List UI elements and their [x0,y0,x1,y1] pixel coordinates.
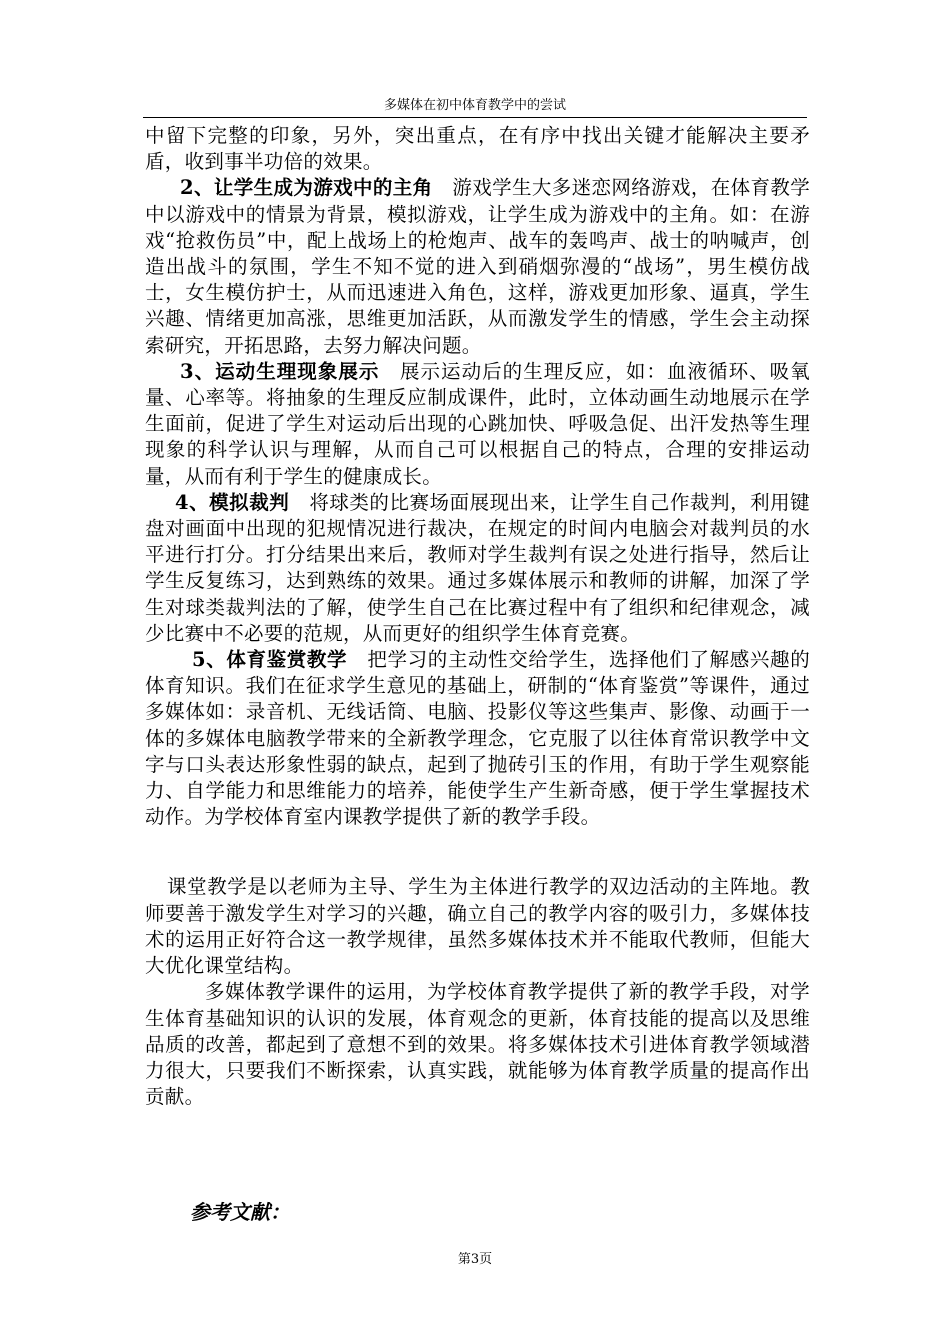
paragraph-section-2 [145,175,810,358]
paragraph-text: 多媒体教学课件的运用，为学校体育教学提供了新的教学手段，对学生体育基础知识的认识的发展，体育观念的更新，体育技能的提高以及思维品质的改善，都起到了意想不到的效果。将多媒体技术引进体育教学领域潜力很大，只要我们不断探索，认真实践，就能够为体育教学质量的提高作出贡献。 [145,980,810,1109]
references-heading: 参考文献： [190,1200,290,1224]
section-heading: 5、体育鉴赏教学 [192,648,348,672]
paragraph-text: 把学习的主动性交给学生，选择他们了解感兴趣的体育知识。我们在征求学生意见的基础上，研制的“体育鉴赏”等课件，通过多媒体如：录音机、无线话筒、电脑、投影仪等这些集声、影像、动画于一体的多媒体电脑教学带来的全新教学理念，它克服了以往体育常识教学中文字与口头表达形象性弱的缺点，起到了抛砖引玉的作用，有助于学生观察能力、自学能力和思维能力的培养，能使学生产生新奇感，便于学生掌握技术动作。为学校体育室内课教学提供了新的教学手段。 [145,648,810,829]
paragraph-text: 游戏学生大多迷恋网络游戏，在体育教学中以游戏中的情景为背景，模拟游戏，让学生成为游戏中的主角。如：在游戏“抢救伤员”中，配上战场上的枪炮声、战车的轰鸣声、战士的呐喊声，创造出战斗的氛围，学生不知不觉的进入到硝烟弥漫的“战场”，男生模仿战士，女生模仿护士，从而迅速进入角色，这样，游戏更加形象、逼真，学生兴趣、情绪更加高涨，思维更加活跃，从而激发学生的情感，学生会主动探索研究，开拓思路，去努力解决问题。 [145,176,811,357]
section-heading: 2、让学生成为游戏中的主角 [180,176,433,200]
paragraph-continuation [145,123,810,175]
header-rule [143,117,807,118]
paragraph-text: 中留下完整的印象，另外，突出重点，在有序中找出关键才能解决主要矛盾，收到事半功倍的效果。 [145,124,810,174]
paragraph-text: 课堂教学是以老师为主导、学生为主体进行教学的双边活动的主阵地。教师要善于激发学生对学习的兴趣，确立自己的教学内容的吸引力，多媒体技术的运用正好符合这一教学规律，虽然多媒体技术并不能取代教师，但能大大优化课堂结构。 [145,875,810,978]
section-heading: 3、运动生理现象展示 [180,359,380,383]
paragraph-conclusion [145,979,810,1110]
paragraph-section-3 [145,359,810,490]
paragraph-section-4 [145,490,810,647]
paragraph-text: 将球类的比赛场面展现出来，让学生自己作裁判，利用键盘对画面中出现的犯规情况进行裁决，在规定的时间内电脑会对裁判员的水平进行打分。打分结果出来后，教师对学生裁判有误之处进行指导，然后让学生反复练习，达到熟练的效果。通过多媒体展示和教师的讲解，加深了学生对球类裁判法的了解，使学生自己在比赛过程中有了组织和纪律观念，减少比赛中不必要的范规，从而更好的组织学生体育竞赛。 [145,490,810,645]
body-text [145,123,810,1110]
running-header: 多媒体在初中体育教学中的尝试 [383,98,566,113]
section-heading: 4、模拟裁判 [175,490,290,514]
page-number: 第3页 [457,1252,493,1267]
paragraph-section-5 [145,647,810,830]
paragraph-gap [145,830,810,874]
paragraph-classroom [145,874,810,979]
paragraph-text: 展示运动后的生理反应，如：血液循环、吸氧量、心率等。将抽象的生理反应制成课件，此时，立体动画生动地展示在学生面前，促进了学生对运动后出现的心跳加快、呼吸急促、出汗发热等生理现象的科学认识与理解，从而自己可以根据自己的特点，合理的安排运动量，从而有利于学生的健康成长。 [145,359,810,488]
